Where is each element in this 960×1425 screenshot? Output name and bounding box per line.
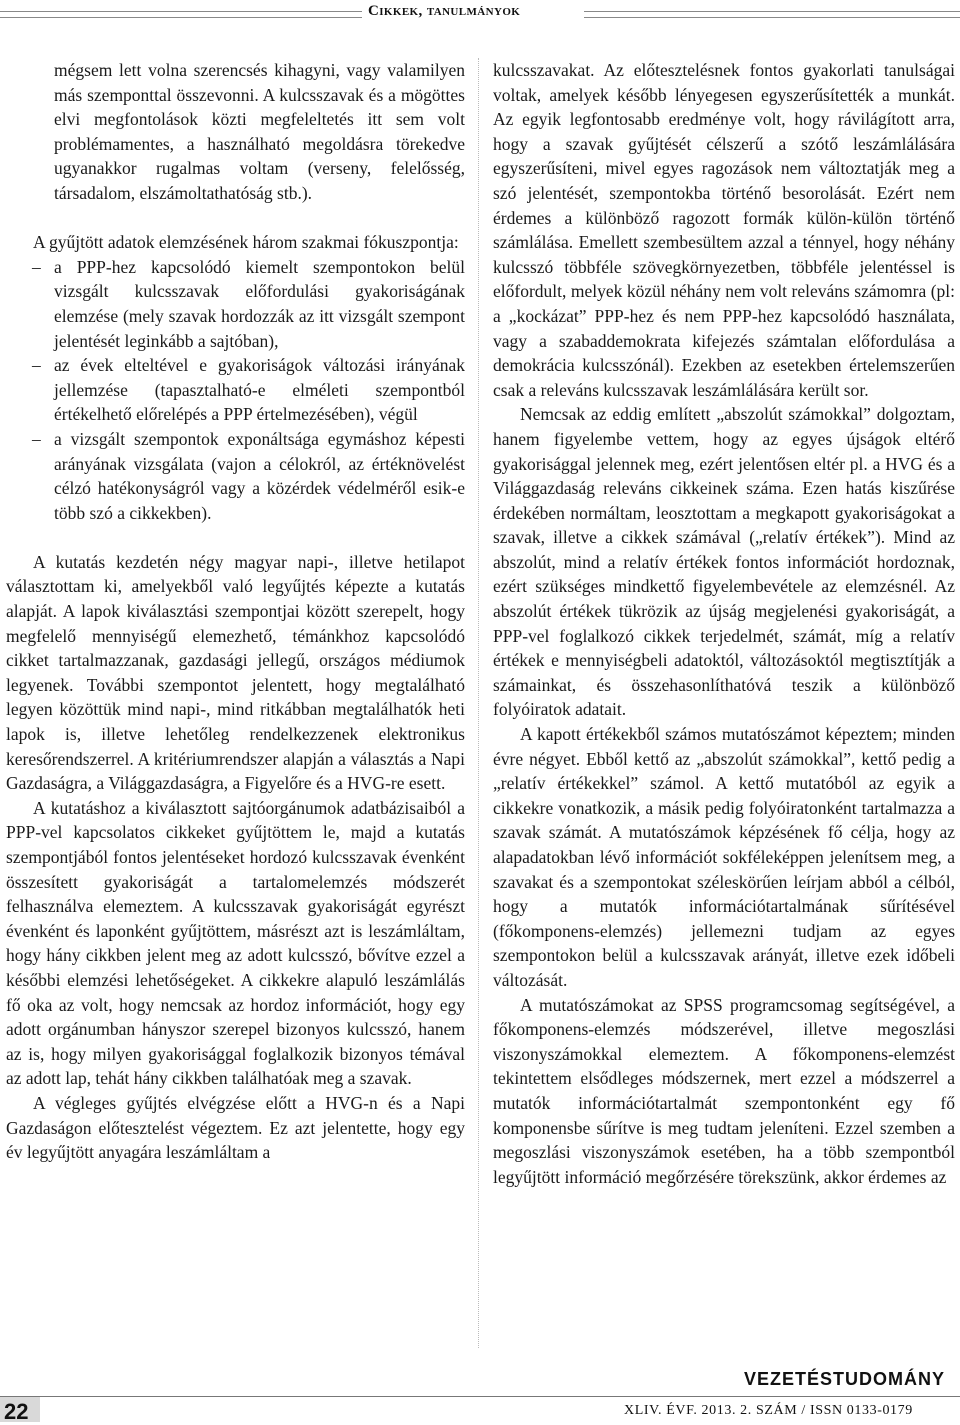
header-rule-left	[0, 11, 362, 18]
paragraph-pretest: A végleges gyűjtés elvégzése előtt a HVG-n és a Napi Gazdaságon előtesztelést végeztem. Ez azt jelentette, hogy egy év legyűjtött anyagára leszámláltam a	[6, 1092, 465, 1163]
journal-name: VEZETÉSTUDOMÁNY	[744, 1369, 946, 1389]
list-item: – az évek elteltével e gyakoriságok változási irányának jellemzése (tapasztalható-e elméleti szempontból értékelhető előrelépés a PPP értelmezésében), végül	[32, 355, 465, 425]
list-item-text: az évek elteltével e gyakoriságok változási irányának jellemzése (tapasztalható-e elméleti szempontból értékelhető előrelépés a PPP értelmezésében), végül	[54, 355, 465, 425]
paragraph-continuation: mégsem lett volna szerencsés kihagyni, vagy valamilyen más szemponttal összevonni. A kulcsszavak és a mögöttes elvi megfontolások közti megfeleltetés itt sem volt problémamentes, a használható megoldásra törekedve ugyanakkor rugalmas voltam (verseny, felelősség, társadalom, elszámoltathatóság stb.).	[54, 60, 465, 203]
column-divider	[478, 58, 479, 1348]
right-column	[493, 58, 955, 1189]
paragraph-indicators: A kapott értékekből számos mutatószámot képeztem; minden évre négyet. Ebből kettő az „abszolút számokkal”, kettő pedig a „relatív értékekkel” számol. A kettő mutatóból az egyik a cikkekre vonatkozik, a másik pedig folyóiratonként tartalmazza a szavak számát. A mutatószámok képzésének fő célja, hogy az alapadatokban lévő információt sokféleképpen jelenítsem meg, a szavakat és a szempontokat széleskörűen leírjam abból a célból, hogy a mutatók információtartalmának sűrítésével (főkomponens-elemzés) jellemezni tudjam az egyes szempontokon belül a kulcsszavak arányát, illetve ezek időbeli változását.	[493, 724, 955, 990]
running-header	[0, 3, 960, 25]
list-item: – a vizsgált szempontok exponáltsága egymáshoz képesti arányának vizsgálata (vajon a célokról, az értéknövelést célzó hatékonyságról vagy a közérdek védelméről esik-e több szó a cikkekben).	[32, 428, 465, 523]
paragraph-focus-intro: A gyűjtött adatok elemzésének három szakmai fókuszpontja:	[33, 232, 459, 253]
header-rule-right	[584, 11, 960, 18]
list-item-text: a PPP-hez kapcsolódó kiemelt szempontokon belül vizsgált kulcsszavak előfordulási gyakoriságának elemzése (mely szavak hordozzák az itt vizsgált szempont jelentését leginkább a sajtóban),	[54, 256, 465, 351]
paragraph-newspapers: A kutatás kezdetén négy magyar napi-, illetve hetilapot választottam ki, amelyekből való legyűjtés képezte a kutatás alapját. A lapok kiválasztási szempontjai között szerepelt, hogy megfelelő mennyiségű elemezhető, témánkhoz kapcsolódó cikket tartalmazzanak, gazdasági jellegű, országos médiumok legyenek. További szempontot jelentett, hogy megtalálható legyen közöttük mind napi-, mind ritkábban megtalálhatók heti lapok is, illetve lehetőleg rendelkezzenek elektronikus keresőrendszerrel. A kritériumrendszer alapján a választás a Napi Gazdaságra, a Világgazdaságra, a Figyelőre és a HVG-re esett.	[6, 551, 465, 794]
issue-info: XLIV. ÉVF. 2013. 2. SZÁM / ISSN 0133-0179	[624, 1403, 913, 1418]
section-title: Cikkek, tanulmányok	[368, 3, 521, 19]
paragraph-pretest-continued: kulcsszavakat. Az előtesztelésnek fontos gyakorlati tanulságai voltak, amelyek később lényegesen egyszerűsítették a munkát. Az egyik legfontosabb eredménye volt, hogy rávilágított arra, hogy a szavak gyűjtését célszerű a szótő leszámlálására egyszerűsíteni, mivel egyes ragozások nem változtatják meg a szó jelentését, szempontokba történő besorolását. Ezért nem érdemes a különböző ragozott formák külön-külön történő számlálása. Emellett szembesültem azzal a ténnyel, hogy néhány kulcsszó többféle szövegkörnyezetben, többféle jelentéssel is előfordult, melyek közül néhány nem volt releváns számomra (pl: a „kockázat” PPP-hez és nem PPP-hez kapcsolódó használata, vagy a szabaddemokrata kifejezés számtalan előfordulása a demokrácia kulcsszónál). Ezekben az esetekben értelemszerűen csak a releváns kulcsszavak leszámlálására került sor.	[493, 60, 955, 400]
paragraph-method: A kutatáshoz a kiválasztott sajtóorgánumok adatbázisaiból a PPP-vel kapcsolatos cikkeket gyűjtöttem le, majd a kutatás szempontjából fontos jelentéseket hordozó kulcsszavak évenként összesített gyakoriságát a tartalomelemzés módszerét felhasználva elemeztem. A kulcsszavak gyakoriságát egyrészt évenként és laponként gyűjtöttem, másrészt azt is leszámláltam, hogy hány cikkben jelent meg az adott kulcsszó, bővítve ezzel a későbbi elemzési lehetőségeket. A cikkekre alapuló leszámlálás fő oka az volt, hogy nemcsak az hordoz információt, hogy egy adott orgánumban hányszor szerepel bizonyos kulcsszó, hanem az is, hogy milyen gyakorisággal foglalkozik bizonyos témával az adott lap, tehát hány cikkben találhatóak meg a szavak.	[6, 797, 465, 1089]
left-column	[6, 58, 465, 1165]
focus-list	[6, 255, 465, 526]
paragraph-spss: A mutatószámokat az SPSS programcsomag segítségével, a főkomponens-elemzés módszerével, illetve megoszlási viszonyszámokkal elemeztem. A főkomponens-elemzést tekintettem elsődleges módszernek, mert ezzel a módszerrel a mutatók információtartalmát szempontonként egy fő komponensbe sűrítve is meg tudtam jeleníteni. Ezzel szemben a megoszlási viszonyszámok esetében, ha a több szempontból legyűjtött információ megőrzésére törekszünk, akkor érdemes az	[493, 994, 955, 1187]
paragraph-normalization: Nemcsak az eddig említett „abszolút számokkal” dolgoztam, hanem figyelembe vettem, hogy az egyes újságok eltérő gyakorisággal jelennek meg, ezért jelentősen eltér pl. a HVG és a Világgazdaság releváns cikkeinek száma. Ezen hatás kiszűrése érdekében normáltam, leosztottam a megkapott gyakoriságokat a szavak, illetve a cikkek számával („relatív értékek”). Mind az abszolút, mind a relatív értékek fontos információt hordoznak, ezért szükséges mindkettő figyelembevétele az elemzésnél. Az abszolút értékek tükrözik az újság megjelenési gyakoriságát, a PPP-vel foglalkozó cikkek terjedelmét, számát, míg a relatív értékek e mennyiségbeli adatoktól, változásoktól megtisztítják a számainkat, és összehasonlíthatóvá teszik a különböző folyóiratok adatait.	[493, 404, 955, 720]
list-item-text: a vizsgált szempontok exponáltsága egymáshoz képesti arányának vizsgálata (vajon a célokról, az értéknövelést célzó hatékonyságról vagy a közérdek védelméről esik-e több szó a cikkekben).	[54, 428, 465, 523]
list-item: – a PPP-hez kapcsolódó kiemelt szempontokon belül vizsgált kulcsszavak előfordulási gyakoriságának elemzése (mely szavak hordozzák az itt vizsgált szempont jelentését leginkább a sajtóban),	[32, 256, 465, 351]
footer-rule	[0, 1396, 960, 1397]
page-number: 22	[4, 1399, 29, 1424]
